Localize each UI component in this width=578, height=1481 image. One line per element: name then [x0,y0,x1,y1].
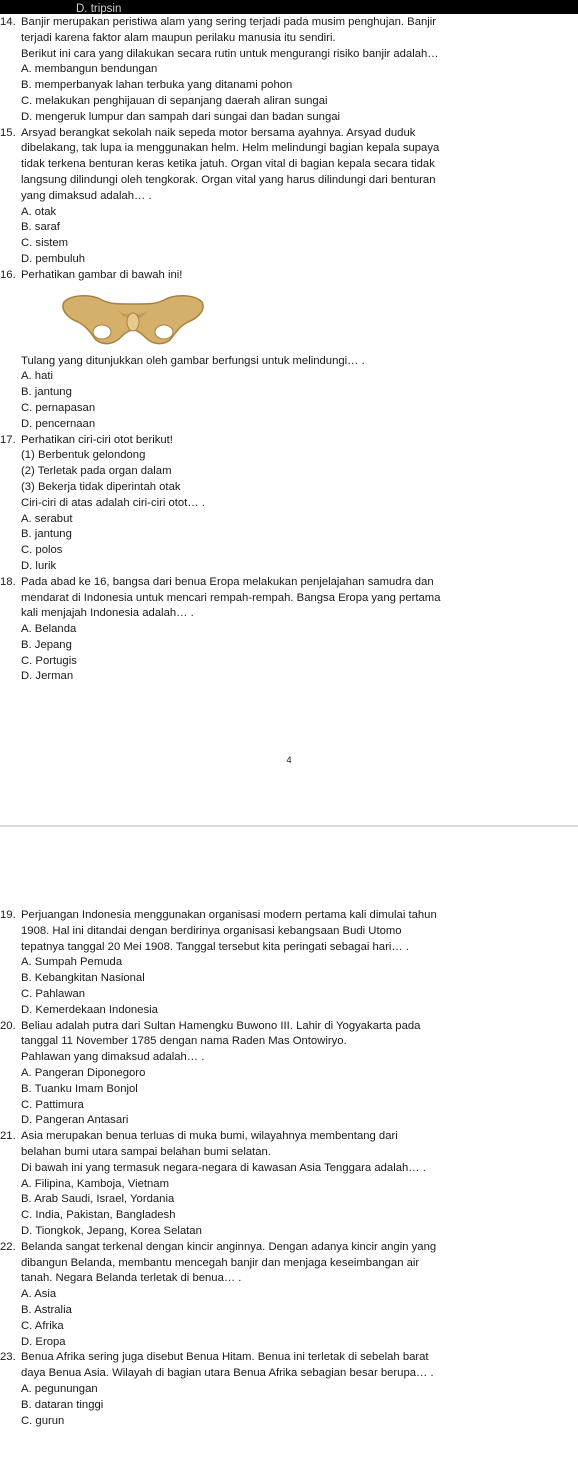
answer-options [0,955,578,1018]
question-text-line: Tulang yang ditunjukkan oleh gambar berfungsi untuk melindungi… . [21,354,365,367]
answer-option[interactable]: C. India, Pakistan, Bangladesh [21,1209,176,1222]
answer-option[interactable]: D. Jerman [21,670,74,683]
answer-option[interactable]: A. membangun bendungan [21,63,158,76]
answer-option[interactable]: A. Belanda [21,623,77,636]
answer-option[interactable]: D. pembuluh [21,252,86,265]
question-number: 15. [0,126,16,139]
answer-option[interactable]: D. mengeruk lumpur dan sampah dari sungai dan badan sungai [21,110,341,123]
answer-option[interactable]: C. Pahlawan [21,987,86,1000]
question-number: 16. [0,268,16,281]
page-number: 4 [286,755,292,766]
answer-option[interactable]: B. jantung [21,528,72,541]
answer-option[interactable]: B. Jepang [21,638,72,651]
question-text-line: mendarat di Indonesia untuk mencari rempah-rempah. Bangsa Eropa yang pertama [21,591,441,604]
question-text-line: Di bawah ini yang termasuk negara-negara di kawasan Asia Tenggara adalah… . [21,1161,426,1174]
pelvis-bone-image [58,292,208,348]
page-2 [0,908,578,1429]
answer-option[interactable]: B. dataran tinggi [21,1398,104,1411]
answer-option[interactable]: A. otak [21,205,57,218]
question-19 [0,908,578,955]
page-separator [0,825,578,827]
question-text-line: Perjuangan Indonesia menggunakan organisasi modern pertama kali dimulai tahun [21,909,437,921]
question-text-line: daya Benua Asia. Wilayah di bagian utara Benua Afrika sebagian besar berupa… . [21,1367,434,1380]
answer-options [0,62,578,125]
answer-option[interactable]: B. Arab Saudi, Israel, Yordania [21,1193,175,1206]
question-20 [0,1019,578,1066]
answer-option[interactable]: C. Portugis [21,654,77,667]
answer-option[interactable]: C. sistem [21,237,69,250]
question-17 [0,433,578,512]
answer-option[interactable]: B. Kebangkitan Nasional [21,972,145,985]
question-text-line: Berikut ini cara yang dilakukan secara rutin untuk mengurangi risiko banjir adalah… [21,47,439,60]
question-number: 14. [0,16,16,28]
question-text-line: tepatnya tanggal 20 Mei 1908. Tanggal tersebut kita peringati sebagai hari… . [21,940,409,953]
answer-options [0,1382,578,1429]
answer-option[interactable]: D. Kemerdekaan Indonesia [21,1003,158,1016]
question-text-line: Pahlawan yang dimaksud adalah… . [21,1051,205,1064]
question-text-line: (3) Bekerja tidak diperintah otak [21,480,181,493]
question-18 [0,575,578,622]
question-text-line: Arsyad berangkat sekolah naik sepeda motor bersama ayahnya. Arsyad duduk [21,126,416,139]
answer-options [0,622,578,685]
answer-option[interactable]: A. Asia [21,1288,57,1301]
question-text-line: (2) Terletak pada organ dalam [21,465,172,478]
question-text-line: kali menjajah Indonesia adalah… . [21,607,194,620]
answer-option[interactable]: B. Astralia [21,1303,72,1316]
answer-option[interactable]: A. pegunungan [21,1382,98,1395]
answer-option[interactable]: A. Filipina, Kamboja, Vietnam [21,1177,169,1190]
question-14 [0,15,578,62]
question-text-line: Benua Afrika sering juga disebut Benua Hitam. Benua ini terletak di sebelah barat [21,1351,429,1364]
question-text-line: terjadi karena faktor alam maupun perilaku manusia itu sendiri. [21,31,336,44]
question-text-line: Banjir merupakan peristiwa alam yang sering terjadi pada musim penghujan. Banjir [21,16,437,28]
answer-option[interactable]: C. polos [21,544,63,557]
question-text-line: yang dimaksud adalah… . [21,189,152,202]
answer-option[interactable]: D. lurik [21,559,57,572]
question-number: 20. [0,1019,16,1032]
answer-option[interactable]: B. saraf [21,221,60,234]
answer-option[interactable]: B. memperbanyak lahan terbuka yang ditanami pohon [21,79,293,92]
answer-option[interactable]: C. Pattimura [21,1098,84,1111]
question-text-line: Perhatikan ciri-ciri otot berikut! [21,433,173,446]
answer-option[interactable]: B. jantung [21,386,72,399]
answer-option[interactable]: D. pencernaan [21,417,96,430]
page-1 [0,15,578,685]
cut-off-option: D. tripsin [76,3,122,15]
answer-option[interactable]: B. Tuanku Imam Bonjol [21,1082,138,1095]
question-15 [0,126,578,205]
question-text-line: (1) Berbentuk gelondong [21,449,146,462]
answer-options [0,1287,578,1350]
question-text-line: langsung dilindungi oleh tengkorak. Organ vital yang harus dilindungi dari benturan [21,173,436,186]
question-number: 23. [0,1351,16,1364]
answer-options [0,1066,578,1129]
answer-option[interactable]: D. Pangeran Antasari [21,1114,129,1127]
question-22 [0,1240,578,1287]
answer-options [0,369,578,432]
question-text-line: dibelakang, tak lupa ia menggunakan helm. Helm melindungi bagian kepala supaya [21,142,440,155]
question-number: 19. [0,909,16,921]
question-number: 18. [0,575,16,588]
question-text-line: Ciri-ciri di atas adalah ciri-ciri otot… . [21,496,205,509]
question-text-line: tidak terkena benturan keras ketika jatuh. Organ vital di bagian kepala secara tidak [21,158,435,171]
question-number: 22. [0,1240,16,1253]
top-crop-bar [0,0,578,14]
answer-option[interactable]: C. melakukan penghijauan di sepanjang daerah aliran sungai [21,94,328,107]
question-number: 17. [0,433,16,446]
question-number: 21. [0,1130,16,1143]
question-text-line: tanggal 11 November 1785 dengan nama Raden Mas Ontowiryo. [21,1035,347,1048]
answer-options [0,205,578,268]
question-text-line: belahan bumi utara sampai belahan bumi selatan. [21,1145,271,1158]
question-23 [0,1350,578,1382]
question-text-line: dibangun Belanda, membantu mencegah banjir dan menjaga keseimbangan air [21,1256,420,1269]
question-text-line: Belanda sangat terkenal dengan kincir anginnya. Dengan adanya kincir angin yang [21,1240,437,1253]
question-text-line: Asia merupakan benua terluas di muka bumi, wilayahnya membentang dari [21,1130,398,1143]
question-text-line: Pada abad ke 16, bangsa dari benua Eropa melakukan penjelajahan samudra dan [21,575,434,588]
answer-option[interactable]: A. Sumpah Pemuda [21,956,123,969]
question-text-line: Beliau adalah putra dari Sultan Hamengku Buwono III. Lahir di Yogyakarta pada [21,1019,421,1032]
answer-option[interactable]: C. gurun [21,1414,65,1427]
answer-option[interactable]: D. Eropa [21,1335,66,1348]
answer-option[interactable]: C. Afrika [21,1319,64,1332]
answer-option[interactable]: A. serabut [21,512,73,525]
answer-options [0,1177,578,1240]
question-text-line: tanah. Negara Belanda terletak di benua… . [21,1272,242,1285]
answer-option[interactable]: A. hati [21,370,54,383]
question-21 [0,1129,578,1176]
answer-option[interactable]: C. pernapasan [21,401,96,414]
answer-option[interactable]: D. Tiongkok, Jepang, Korea Selatan [21,1224,202,1237]
answer-options [0,512,578,575]
question-16 [0,268,578,370]
answer-option[interactable]: A. Pangeran Diponegoro [21,1066,146,1079]
question-text-line: 1908. Hal ini ditandai dengan berdirinya organisasi kebangsaan Budi Utomo [21,924,402,937]
question-text-line: Perhatikan gambar di bawah ini! [21,268,183,281]
